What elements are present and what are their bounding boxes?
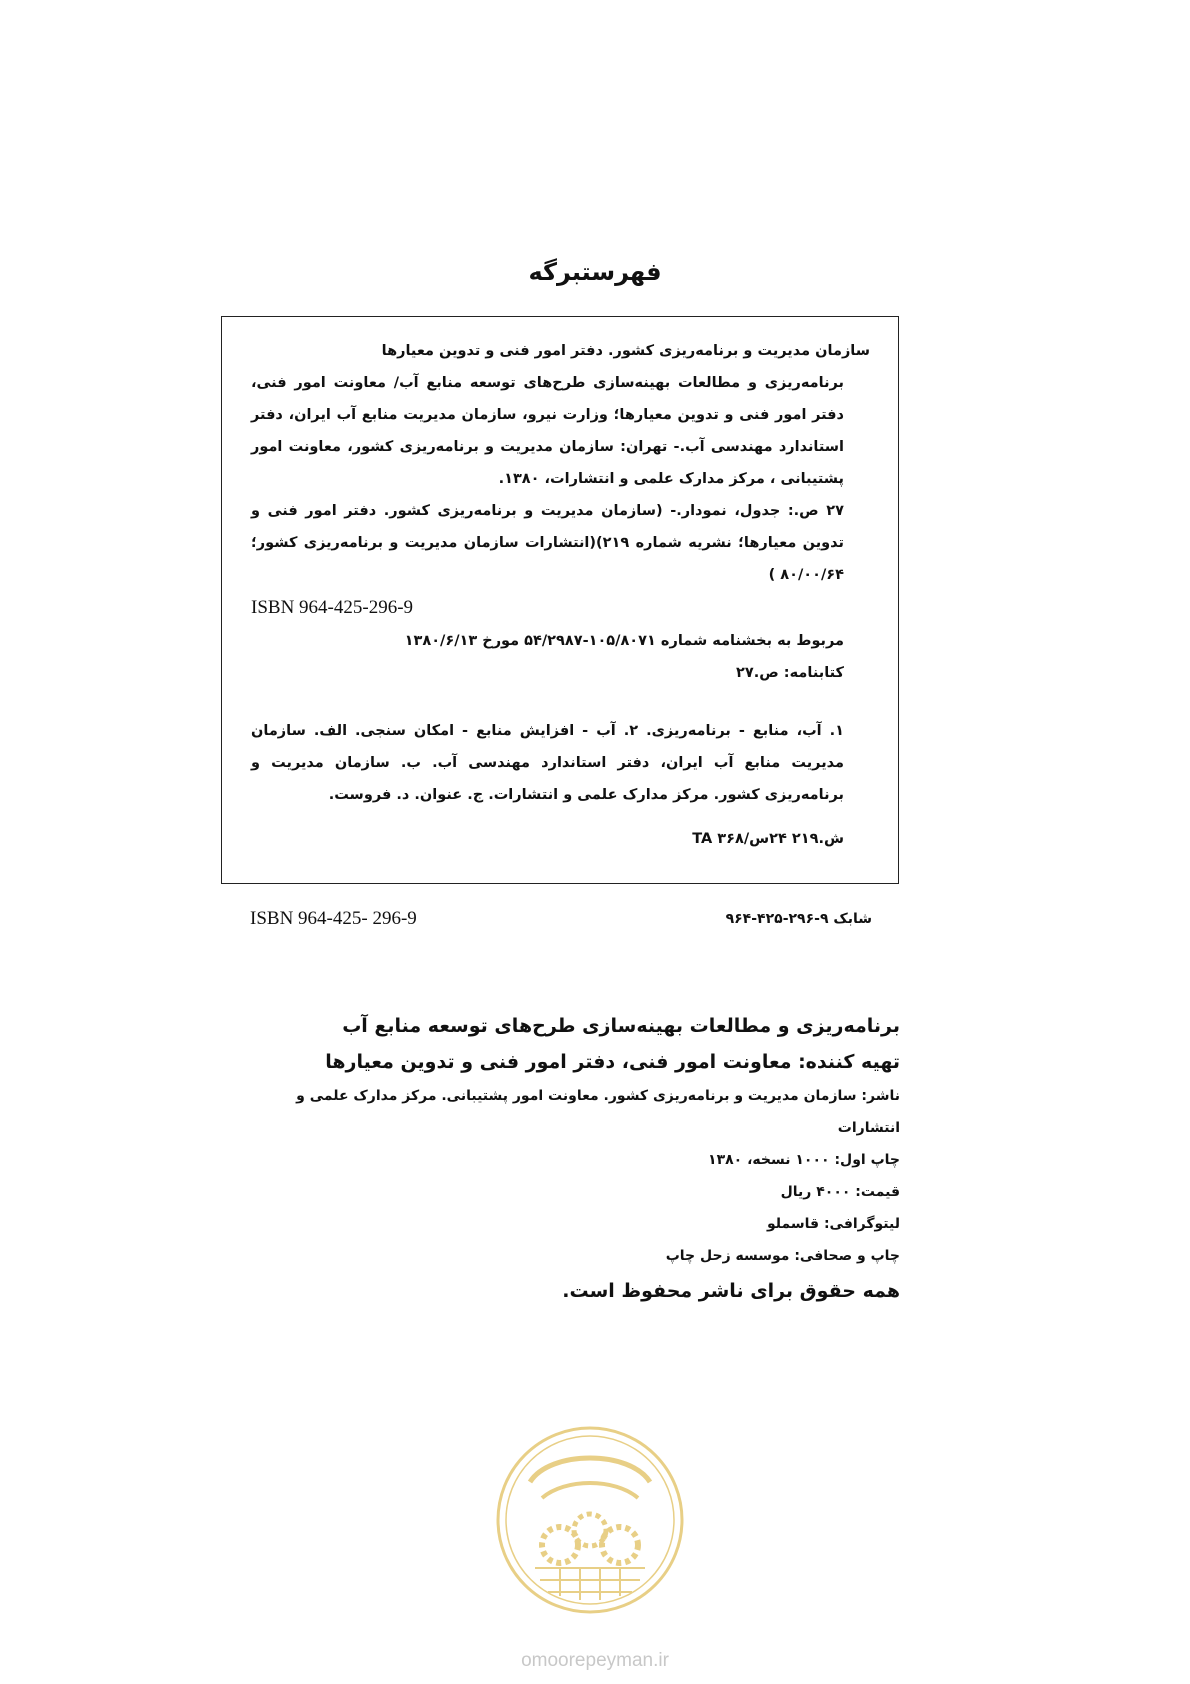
seal-lettering-arc-2: [542, 1483, 638, 1498]
colophon: [260, 1008, 900, 1308]
lithography: لیتوگرافی: قاسملو: [767, 1216, 900, 1232]
cip-bibliography: کتابنامه: ص.۲۷: [736, 665, 844, 681]
seal-inner-ring: [506, 1436, 674, 1604]
cataloging-box: [221, 316, 899, 884]
cip-isbn: ISBN 964-425-296-9: [251, 597, 414, 618]
publisher: ناشر: سازمان مدیریت و برنامه‌ریزی کشور. معاونت امور پشتیبانی. مرکز مدارک علمی و انتشارات: [296, 1088, 900, 1136]
page-title: فهرستبرگه: [528, 258, 662, 286]
rights-notice: همه حقوق برای ناشر محفوظ است.: [562, 1280, 900, 1302]
cip-circular: مربوط به بخشنامه شماره ۱۰۵/۸۰۷۱-۵۴/۲۹۸۷ مورخ ۱۳۸۰/۶/۱۳: [404, 633, 844, 649]
cip-physical: ۲۷ ص.: جدول، نمودار.- (سازمان مدیریت و برنامه‌ریزی کشور. دفتر امور فنی و تدوین معیارها؛ نشریه شماره ۲۱۹)(انتشارات سازمان مدیریت و برنامه‌ریزی کشور؛ ۸۰/۰۰/۶۴ ): [251, 503, 844, 583]
prepared-by: تهیه کننده: معاونت امور فنی، دفتر امور فنی و تدوین معیارها: [325, 1051, 900, 1073]
price: قیمت: ۴۰۰۰ ریال: [780, 1184, 900, 1200]
cip-description: برنامه‌ریزی و مطالعات بهینه‌سازی طرح‌های توسعه منابع آب/ معاونت امور فنی، دفتر امور فنی و تدوین معیارها؛ وزارت نیرو، سازمان مدیریت منابع آب ایران، دفتر استاندارد مهندسی آب.- تهران: سازمان مدیریت و برنامه‌ریزی کشور، معاونت امور پشتیبانی ، مرکز مدارک علمی و انتشارات، ۱۳۸۰.: [251, 375, 844, 487]
watermark-url: omoorepeyman.ir: [521, 1650, 669, 1671]
book-title: برنامه‌ریزی و مطالعات بهینه‌سازی طرح‌های توسعه منابع آب: [342, 1015, 900, 1037]
publisher-seal-icon: [490, 1420, 690, 1620]
isbn-persian: شابک ۹-۲۹۶-۴۲۵-۹۶۴: [725, 911, 872, 927]
cip-subjects: ۱. آب، منابع - برنامه‌ریزی. ۲. آب - افزایش منابع - امکان سنجی. الف. سازمان مدیریت منابع آب ایران، دفتر استاندارد مهندسی آب. ب. سازمان مدیریت و برنامه‌ریزی کشور. مرکز مدارک علمی و انتشارات. ج. عنوان. د. فروست.: [251, 723, 845, 803]
edition: چاپ اول: ۱۰۰۰ نسخه، ۱۳۸۰: [708, 1152, 900, 1168]
seal-gear-center: [574, 1514, 606, 1546]
cip-classification: ش.۲۱۹ ۲۴س/۳۶۸ TA: [692, 831, 844, 847]
cataloging-text: [251, 335, 870, 855]
printing: چاپ و صحافی: موسسه زحل چاپ: [665, 1248, 900, 1264]
seal-lettering-arc: [530, 1458, 650, 1482]
cip-author: سازمان مدیریت و برنامه‌ریزی کشور. دفتر امور فنی و تدوین معیارها: [381, 343, 870, 359]
isbn-latin: ISBN 964-425- 296-9: [250, 908, 417, 929]
